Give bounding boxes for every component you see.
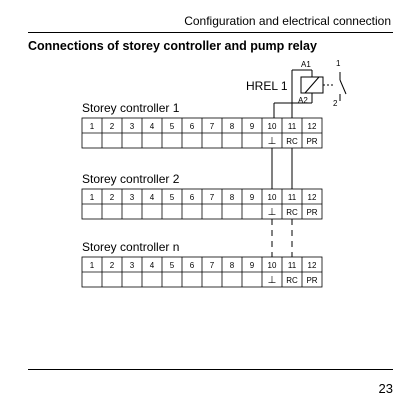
terminal-number: 6 (189, 193, 195, 202)
relay-a1-label: A1 (301, 60, 311, 69)
terminal-number: 9 (249, 261, 255, 270)
terminal-number: 1 (89, 122, 95, 131)
terminal-number: 5 (169, 261, 175, 270)
controller-label: Storey controller n (82, 240, 180, 254)
terminal-number: 3 (129, 122, 135, 131)
terminal-number: 3 (129, 193, 135, 202)
terminal-strip (82, 240, 322, 287)
terminal-number: 10 (267, 122, 277, 131)
terminal-number: 10 (267, 193, 277, 202)
terminal-number: 5 (169, 193, 175, 202)
terminal-number: 11 (287, 122, 297, 131)
terminal-number: 2 (109, 193, 115, 202)
terminal-number: 8 (229, 261, 235, 270)
controller-label: Storey controller 1 (82, 101, 180, 115)
terminal-number: 6 (189, 261, 195, 270)
terminal-number: 7 (209, 122, 215, 131)
terminal-function-t10: ⊥ (267, 207, 277, 218)
terminal-number: 4 (149, 261, 155, 270)
terminal-number: 4 (149, 193, 155, 202)
terminal-number: 9 (249, 193, 255, 202)
terminal-function-t11: RC (286, 137, 298, 146)
terminal-number: 6 (189, 122, 195, 131)
relay-contact-1-label: 1 (336, 59, 341, 68)
terminal-function-t10: ⊥ (267, 136, 277, 147)
terminal-function-t12: PR (306, 208, 318, 217)
terminal-number: 8 (229, 122, 235, 131)
terminal-number: 2 (109, 122, 115, 131)
terminal-number: 11 (287, 193, 297, 202)
terminal-number: 7 (209, 261, 215, 270)
terminal-number: 5 (169, 122, 175, 131)
terminal-number: 9 (249, 122, 255, 131)
terminal-function-t10: ⊥ (267, 275, 277, 286)
terminal-function-t11: RC (286, 276, 298, 285)
terminal-number: 1 (89, 193, 95, 202)
page-number: 23 (378, 381, 393, 396)
terminal-number: 12 (307, 122, 317, 131)
terminal-function-t12: PR (306, 276, 318, 285)
terminal-number: 10 (267, 261, 277, 270)
terminal-number: 12 (307, 193, 317, 202)
terminal-number: 8 (229, 193, 235, 202)
terminal-number: 2 (109, 261, 115, 270)
controller-label: Storey controller 2 (82, 172, 180, 186)
terminal-number: 1 (89, 261, 95, 270)
relay-contact-2-label: 2 (333, 99, 338, 108)
terminal-function-t11: RC (286, 208, 298, 217)
terminal-number: 3 (129, 261, 135, 270)
terminal-function-t12: PR (306, 137, 318, 146)
footer-rule (28, 369, 393, 370)
terminal-number: 4 (149, 122, 155, 131)
terminal-number: 7 (209, 193, 215, 202)
terminal-strip (82, 101, 322, 148)
terminal-number: 11 (287, 261, 297, 270)
relay-a2-label: A2 (298, 96, 308, 105)
section-title: Connections of storey controller and pump relay (28, 39, 317, 53)
terminal-strip (82, 172, 322, 219)
running-header: Configuration and electrical connection (184, 14, 391, 28)
terminal-number: 12 (307, 261, 317, 270)
relay-name: HREL 1 (246, 79, 288, 93)
relay-hrel1 (246, 59, 346, 118)
